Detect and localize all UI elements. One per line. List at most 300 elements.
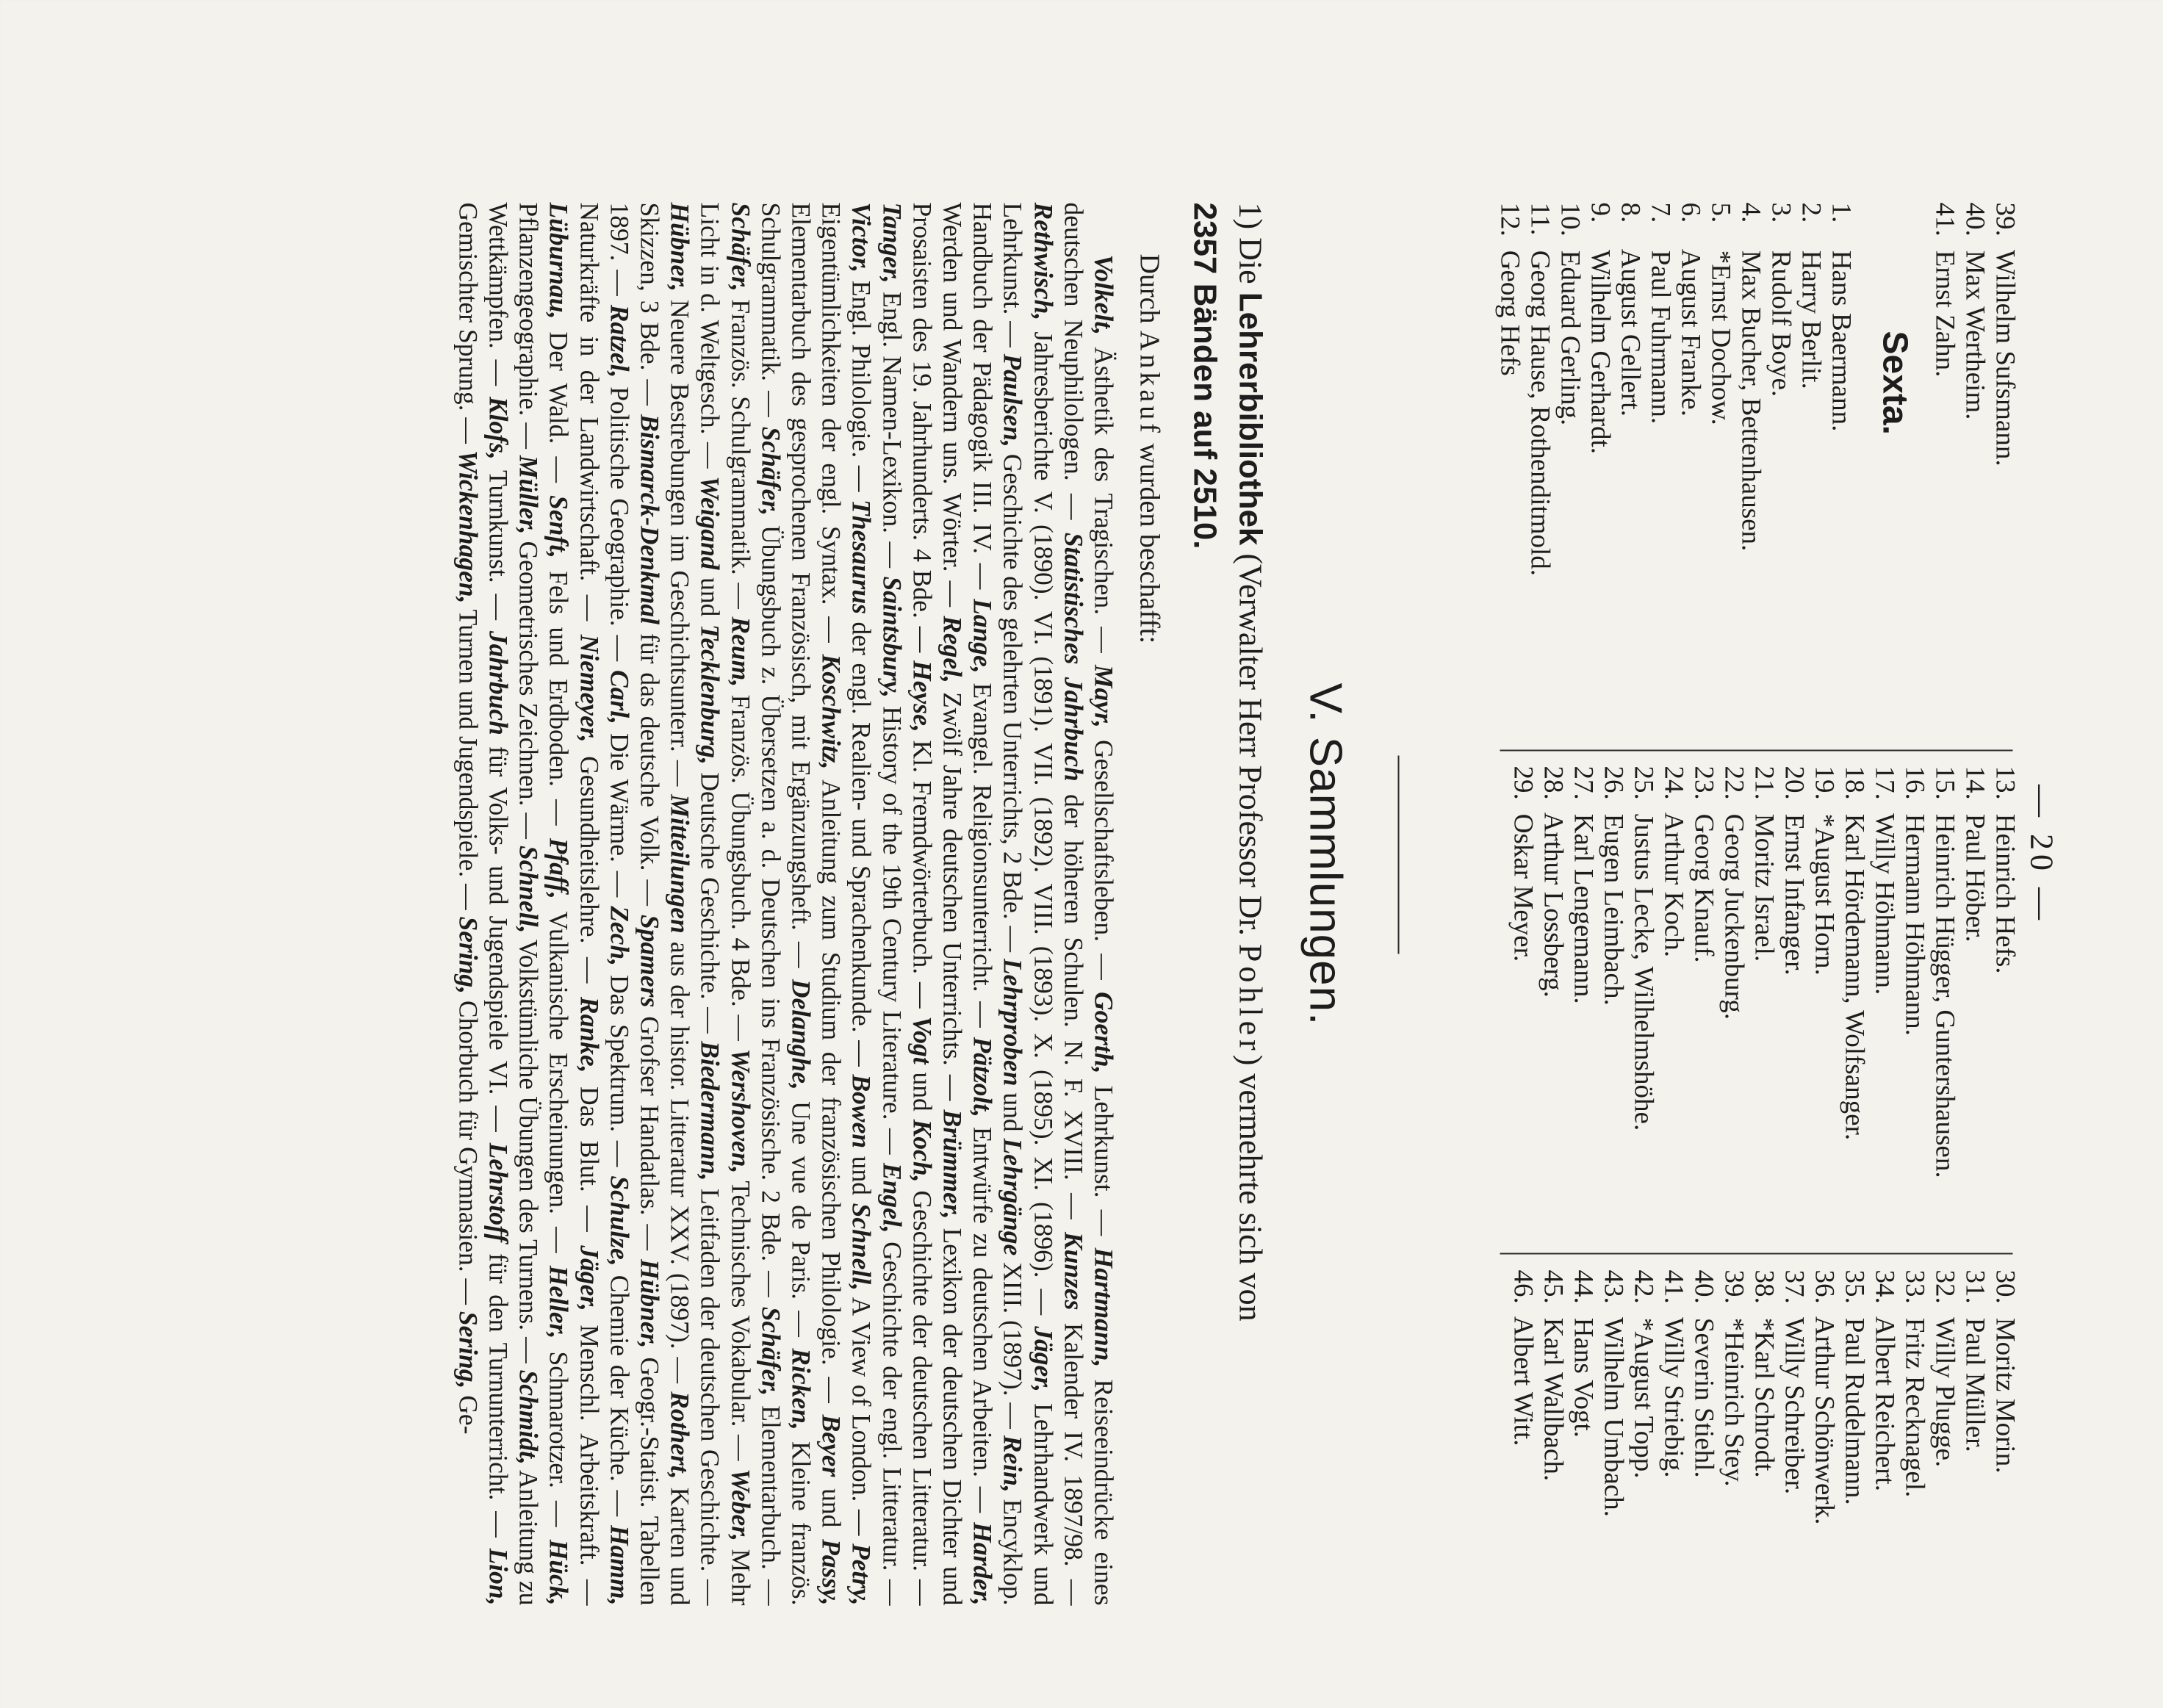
ankauf-line: [1133, 253, 1165, 644]
cited-author-or-title: Passy,: [816, 1538, 846, 1605]
list-item-name: Wilhelm Gerhardt.: [1585, 243, 1615, 454]
list-item-number: 43.: [1598, 1269, 1628, 1304]
body-text-run: und: [846, 1147, 877, 1203]
list-item-number: 34.: [1869, 1269, 1899, 1304]
body-text-run: Reiseeindrücke eines deutschen Neuphilologen. —: [1058, 202, 1118, 1605]
cited-author-or-title: Statistisches Jahrbuch: [1058, 532, 1088, 782]
list-item: [1688, 1269, 1718, 1651]
list-item: [1749, 765, 1779, 1236]
body-text-run: Das Blut. —: [574, 1072, 604, 1245]
body-text-run: und: [816, 1476, 846, 1539]
cited-author-or-title: Lange,: [968, 598, 998, 674]
body-text-run: Schmarotzer. —: [544, 1338, 574, 1540]
body-text-run: Pflanzengeographie. —: [514, 202, 544, 455]
cited-author-or-title: Lehrgänge: [998, 1137, 1028, 1255]
list-item-number: 25.: [1628, 765, 1658, 800]
list-item-number: 1.: [1826, 202, 1856, 223]
list-item: [1494, 202, 1525, 716]
list-item-number: 29.: [1508, 765, 1538, 800]
list-item: [1929, 765, 1959, 1236]
list-item-number: 32.: [1929, 1269, 1959, 1304]
list-item-number: 2.: [1796, 202, 1826, 223]
body-text-run: Werden und Wandern uns. Wörter. —: [937, 202, 967, 616]
body-text-run: Eigentümlichkeiten der engl. Syntax. —: [816, 202, 846, 655]
body-text-run: für das deutsche Volk. —: [634, 624, 664, 915]
cited-author-or-title: Weber,: [725, 1468, 755, 1541]
list-item-number: 36.: [1809, 1269, 1839, 1304]
cited-author-or-title: Sering,: [453, 915, 483, 994]
list-item-number: 35.: [1839, 1269, 1869, 1304]
cited-author-or-title: Lion,: [483, 1548, 513, 1605]
list-item: [1869, 765, 1899, 1236]
cited-author-or-title: Hübner,: [665, 202, 695, 292]
cited-author-or-title: Brümmer,: [937, 1109, 967, 1219]
list-item-number: 41.: [1658, 1269, 1688, 1304]
cited-author-or-title: Wickenhagen,: [453, 450, 483, 603]
cited-author-or-title: Volkelt,: [1089, 254, 1118, 335]
list-item-name: Severin Stiehl.: [1688, 1311, 1718, 1478]
list-item-name: Max Bucher, Bettenhausen.: [1735, 243, 1766, 551]
cited-author-or-title: Engel,: [877, 1162, 907, 1233]
cited-author-or-title: Schäfer,: [755, 426, 785, 516]
list-item: [1809, 1269, 1839, 1651]
body-text-run: und: [695, 569, 725, 624]
list-item-number: 42.: [1628, 1269, 1658, 1304]
body-text-run: der engl. Realien- und Sprachenkunde. —: [846, 613, 877, 1074]
list-item: [1615, 202, 1645, 716]
body-text-run: Geschichte des gelehrten Unterrichts, 2 Bde. —: [998, 447, 1028, 959]
list-item-name: *Ernst Dochow.: [1705, 243, 1735, 425]
body-text-run: Deutsche Geschichte. —: [695, 764, 725, 1041]
list-item-number: 28.: [1538, 765, 1568, 800]
list-item: [1705, 202, 1735, 716]
cited-author-or-title: Tecklenburg,: [695, 624, 725, 765]
list-item: [1839, 765, 1869, 1236]
list-item-name: Georg Knauf.: [1688, 807, 1718, 963]
list-item: [1598, 765, 1628, 1236]
cited-author-or-title: Schnell,: [846, 1203, 877, 1291]
list-item: [1959, 202, 1990, 716]
list-item: [1779, 765, 1809, 1236]
list-item: [1628, 1269, 1658, 1651]
list-item-name: Paul Rudelmann.: [1839, 1311, 1869, 1505]
list-item-name: Albert Witt.: [1508, 1311, 1538, 1446]
list-item: [1718, 765, 1749, 1236]
body-text-run: Encyklop. Handbuch der Pädagogik III. IV. —: [968, 202, 1028, 1606]
cited-author-or-title: Paulsen,: [998, 353, 1028, 447]
list-item: [1959, 1269, 1990, 1651]
body-text-run: Gesundheitslehre. —: [574, 742, 604, 997]
list-item-name: August Franke.: [1675, 243, 1705, 417]
list-item-number: 9.: [1585, 202, 1615, 223]
body-text-run: Lehrhandwerk und Lehrkunst. —: [998, 202, 1058, 1605]
cited-author-or-title: Delanghe,: [785, 979, 816, 1090]
acquisitions-paragraph: [453, 202, 1118, 1605]
body-text-run: Engl. Philologie. —: [846, 272, 877, 500]
cited-author-or-title: Thesaurus: [846, 499, 877, 614]
body-text-run: Anleitung zum Studium der französischen Philologie. —: [816, 768, 846, 1415]
section-rule: [1397, 755, 1399, 954]
cited-author-or-title: Pätzolt,: [968, 1037, 998, 1117]
cited-author-or-title: Mayr,: [1089, 664, 1118, 728]
body-text-run: XIII. (1897). —: [998, 1255, 1028, 1435]
list-item-name: Heinrich Hügger, Guntershausen.: [1929, 807, 1959, 1178]
list-item: [1779, 1269, 1809, 1651]
cited-author-or-title: Bismarck-Denkmal: [634, 414, 664, 624]
body-text-run: Neuere Bestrebungen im Geschichtsunterr. —: [665, 291, 695, 794]
column-divider: [1500, 1253, 2012, 1254]
list-item: [1555, 202, 1585, 716]
list-item-name: Paul Müller.: [1959, 1311, 1990, 1452]
body-text-run: [1089, 202, 1118, 254]
list-item-number: 27.: [1568, 765, 1598, 800]
list-item-name: Moritz Israel.: [1749, 807, 1779, 962]
body-text-run: Turnkunst. —: [483, 459, 513, 631]
list-item-number: 26.: [1598, 765, 1628, 800]
ankauf-prefix: Durch: [1134, 253, 1165, 323]
cited-author-or-title: Schmidt,: [514, 1369, 544, 1465]
list-item-name: Oskar Meyer.: [1508, 807, 1538, 962]
list-item-name: Wilhelm Sufsmann.: [1990, 243, 2020, 466]
body-text-run: Vulkanische Erscheinungen. —: [544, 898, 574, 1266]
list-item-number: 21.: [1749, 765, 1779, 800]
body-text-run: Gemischter Sprung. —: [453, 202, 483, 450]
cited-author-or-title: Zech,: [604, 905, 634, 966]
list-item-name: *August Topp.: [1628, 1311, 1658, 1478]
column-divider: [1500, 749, 2012, 751]
list-item: [1688, 765, 1718, 1236]
cited-author-or-title: Lehrproben: [998, 958, 1028, 1086]
body-text-run: Engl. Namen-Lexikon. —: [877, 283, 907, 577]
list-item-name: Eugen Leimbach.: [1598, 807, 1628, 1006]
cited-author-or-title: Koch,: [907, 1119, 937, 1182]
cited-author-or-title: Carl,: [604, 669, 634, 724]
student-list-middle: [1508, 765, 2020, 1236]
list-item-number: 8.: [1615, 202, 1645, 223]
list-item-number: 37.: [1779, 1269, 1809, 1304]
body-text-run: Turnen und Jugendspiele. —: [453, 602, 483, 916]
body-text-run: History of the 19th Century Literature. —: [877, 697, 907, 1163]
list-item-name: Albert Reichert.: [1869, 1311, 1899, 1491]
body-text-run: Elementarbuch. —: [755, 1395, 785, 1606]
body-text-run: Zwölf Jahre deutschen Unterrichts. —: [937, 682, 967, 1110]
cited-author-or-title: Spamers: [634, 914, 664, 1007]
list-item-number: 33.: [1899, 1269, 1929, 1304]
list-item-number: 12.: [1494, 202, 1525, 237]
page-number: — 20 —: [2023, 784, 2059, 924]
list-item-name: Ernst Zahn.: [1929, 243, 1959, 377]
lehrer-verwalter: (Verwalter Herr Professor Dr.: [1232, 552, 1268, 936]
list-item-name: *August Horn.: [1809, 807, 1839, 976]
body-text-run: Das Spektrum. —: [604, 965, 634, 1175]
body-text-run: und: [998, 1085, 1028, 1138]
body-text-run: für den Turnunterricht. —: [483, 1242, 513, 1549]
cited-author-or-title: Goerth,: [1089, 991, 1118, 1073]
cited-author-or-title: Rothert,: [665, 1391, 695, 1479]
list-item-number: 39.: [1718, 1269, 1749, 1304]
list-item-name: Willy Striebig.: [1658, 1311, 1688, 1478]
body-text-run: Menschl. Arbeitskraft. —: [574, 1311, 604, 1605]
list-item: [1525, 202, 1555, 716]
body-text-run: Übungsbuch z. Übersetzen a. d. Deutschen ins Französische. 2 Bde. —: [755, 515, 785, 1307]
cited-author-or-title: Heyse,: [907, 660, 937, 732]
lehrer-pohler: Pohler: [1232, 943, 1268, 1055]
list-item-name: Wilhelm Umbach.: [1598, 1311, 1628, 1517]
cited-author-or-title: Jäger,: [1028, 1325, 1058, 1392]
cited-author-or-title: Heller,: [544, 1265, 574, 1338]
cited-author-or-title: Rethwisch,: [1028, 202, 1058, 320]
list-item: [1899, 765, 1929, 1236]
body-text-run: Geometrisches Zeichnen. —: [514, 533, 544, 846]
cited-author-or-title: Ricken,: [785, 1347, 816, 1430]
list-item: [1538, 1269, 1568, 1651]
body-text-run: Geschichte der deutschen Litteratur. —: [907, 1182, 937, 1606]
cited-author-or-title: Wershoven,: [725, 1048, 755, 1173]
body-text-run: Entwürfe zu deutschen Arbeiten. —: [968, 1117, 998, 1522]
body-text-run: Mehr Licht in d. Weltgesch. —: [695, 202, 755, 1605]
cited-author-or-title: Jäger,: [574, 1244, 604, 1311]
list-item-number: 40.: [1959, 202, 1990, 237]
sexta-heading: Sexta.: [1875, 331, 1914, 435]
student-list-top: [1929, 202, 2020, 716]
cited-author-or-title: Lehrstoff: [483, 1142, 513, 1242]
list-item-name: Hermann Höhmann.: [1899, 807, 1929, 1036]
list-item-name: Georg Juckenburg.: [1718, 807, 1749, 1020]
body-text-run: Ge-: [453, 1388, 483, 1434]
cited-author-or-title: Koschwitz,: [816, 654, 846, 769]
cited-author-or-title: Reum,: [725, 616, 755, 687]
body-text-run: Elementarbuch des gesprochenen Französisch, mit Ergänzungsheft. —: [785, 202, 816, 979]
body-text-run: der höheren Schulen. N. F. XVIII. —: [1058, 781, 1088, 1232]
body-text-run: Kl. Fremdwörterbuch. —: [907, 732, 937, 1016]
list-item-name: *Karl Schrodt.: [1749, 1311, 1779, 1478]
list-item-name: Paul Fuhrmann.: [1645, 243, 1675, 424]
cited-author-or-title: Vogt: [907, 1015, 937, 1064]
list-item-number: 38.: [1749, 1269, 1779, 1304]
list-item-name: Harry Berlit.: [1796, 243, 1826, 389]
body-text-run: Französ. Schulgrammatik. —: [725, 291, 755, 616]
list-item-number: 31.: [1959, 1269, 1990, 1304]
cited-author-or-title: Biedermann,: [695, 1040, 725, 1181]
list-item: [1766, 202, 1796, 716]
cited-author-or-title: Mitteilungen: [665, 793, 695, 934]
list-item: [1929, 1269, 1959, 1651]
body-text-run: Grofser Handatlas. —: [634, 1006, 664, 1259]
list-item-number: 18.: [1839, 765, 1869, 800]
body-text-run: Naturkräfte in der Landwirtschaft. —: [574, 202, 604, 635]
body-text-run: Fels und Erdboden. —: [544, 558, 574, 838]
cited-author-or-title: Beyer: [816, 1414, 846, 1477]
ankauf-suffix: wurden beschafft:: [1134, 442, 1165, 644]
list-item-name: Willy Plugge.: [1929, 1311, 1959, 1467]
list-item-number: 10.: [1555, 202, 1585, 237]
list-item-number: 41.: [1929, 202, 1959, 237]
list-item-name: Ernst Infanger.: [1779, 807, 1809, 976]
list-item-number: 3.: [1766, 202, 1796, 223]
list-item: [1749, 1269, 1779, 1651]
list-item-name: Georg Hefs: [1494, 243, 1525, 376]
list-item: [1658, 765, 1688, 1236]
cited-author-or-title: Hück,: [544, 1539, 574, 1605]
body-text-run: Evangel. Religionsunterricht. —: [968, 673, 998, 1037]
cited-author-or-title: Niemeyer,: [574, 634, 604, 743]
body-text-run: und: [907, 1064, 937, 1120]
body-text-run: Politische Geographie. —: [604, 377, 634, 670]
body-text-run: Chemie der Küche. —: [604, 1266, 634, 1525]
list-item: [1508, 1269, 1538, 1651]
cited-author-or-title: Harder,: [968, 1521, 998, 1605]
list-item-number: 7.: [1645, 202, 1675, 223]
body-text-run: Une vue de Paris. —: [785, 1089, 816, 1348]
lehrer-count-line: 2357 Bänden auf 2510.: [1187, 202, 1223, 549]
body-text-run: Gesellschaftsleben. —: [1089, 727, 1118, 992]
body-text-run: Kalender IV. 1897/98. —: [1058, 1310, 1088, 1605]
body-text-run: Lehrkunst. —: [1089, 1073, 1118, 1247]
list-item: [1645, 202, 1675, 716]
list-item-name: Willy Schreiber.: [1779, 1311, 1809, 1494]
cited-author-or-title: Tanger,: [877, 202, 907, 284]
body-text-run: Französ. Übungsbuch. 4 Bde. —: [725, 686, 755, 1048]
list-item-name: *Heinrich Stey.: [1718, 1311, 1749, 1487]
list-item: [1990, 202, 2020, 716]
list-item: [1628, 765, 1658, 1236]
list-item-number: 6.: [1675, 202, 1705, 223]
cited-author-or-title: Hübner,: [634, 1258, 664, 1348]
body-text-run: Die Wärme. —: [604, 724, 634, 906]
cited-author-or-title: Bowen: [846, 1073, 877, 1148]
list-item-number: 15.: [1929, 765, 1959, 800]
body-text-run: Ästhetik des Tragischen. —: [1089, 334, 1118, 665]
cited-author-or-title: Hamm,: [604, 1524, 634, 1606]
body-text-run: Anleitung zu Wettkämpfen. —: [483, 202, 544, 1606]
list-item-number: 39.: [1990, 202, 2020, 237]
list-item-number: 13.: [1990, 765, 2020, 800]
lehrer-number: 1) Die: [1232, 202, 1268, 284]
list-item-name: Justus Lecke, Wilhelmshöhe.: [1628, 807, 1658, 1131]
cited-author-or-title: Petry,: [846, 1543, 877, 1606]
list-item-number: 5.: [1705, 202, 1735, 223]
ankauf-spaced: Ankauf: [1134, 330, 1165, 436]
list-item: [1796, 202, 1826, 716]
lehrer-verwalter-end: ) vermehrte sich von: [1232, 1054, 1268, 1322]
list-item: [1735, 202, 1766, 716]
list-item-name: Rudolf Boye.: [1766, 243, 1796, 397]
body-text-run: Volkstümliche Übungen des Turnens. —: [514, 932, 544, 1370]
cited-author-or-title: Müller,: [514, 455, 544, 534]
list-item: [1990, 1269, 2020, 1651]
list-item-name: Arthur Lossberg.: [1538, 807, 1568, 998]
list-item-number: 45.: [1538, 1269, 1568, 1304]
body-text-run: für Volks- und Jugendspiele VI. —: [483, 735, 513, 1143]
cited-author-or-title: Victor,: [846, 202, 877, 273]
body-text-run: Geogr.-Statist. Tabellen 1897. —: [604, 202, 664, 1605]
list-item: [1899, 1269, 1929, 1651]
list-item: [1990, 765, 2020, 1236]
list-item: [1839, 1269, 1869, 1651]
list-item: [1929, 202, 1959, 716]
list-item: [1675, 202, 1705, 716]
cited-author-or-title: Schnell,: [514, 845, 544, 933]
body-text-run: Leitfaden der deutschen Geschichte. —: [695, 1181, 725, 1606]
sexta-student-list: [1494, 202, 1856, 716]
body-text-run: Technisches Vokabular. —: [725, 1172, 755, 1469]
list-item-name: Georg Hause, Rothenditmold.: [1525, 243, 1555, 576]
list-item-number: 17.: [1869, 765, 1899, 800]
list-item-name: Arthur Schönwerk.: [1809, 1311, 1839, 1524]
list-item-name: Arthur Koch.: [1658, 807, 1688, 957]
list-item: [1809, 765, 1839, 1236]
body-text-run: Der Wald. —: [544, 318, 574, 495]
lehrer-title: Lehrerbibliothek: [1232, 292, 1268, 545]
cited-author-or-title: Ranke,: [574, 996, 604, 1073]
cited-author-or-title: Jahrbuch: [483, 630, 513, 735]
list-item-name: Fritz Recknagel.: [1899, 1311, 1929, 1497]
list-item-name: Karl Wallbach.: [1538, 1311, 1568, 1481]
list-item-number: 16.: [1899, 765, 1929, 800]
list-item-number: 46.: [1508, 1269, 1538, 1304]
list-item: [1568, 765, 1598, 1236]
cited-author-or-title: Regel,: [937, 615, 967, 683]
cited-author-or-title: Lüburnau,: [544, 202, 574, 319]
list-item-number: 44.: [1568, 1269, 1598, 1304]
list-item: [1826, 202, 1856, 716]
list-item-name: Eduard Gerling.: [1555, 243, 1585, 425]
list-item-name: Willy Höhmann.: [1869, 807, 1899, 995]
list-item: [1585, 202, 1615, 716]
body-text-run: Chorbuch für Gymnasien. —: [453, 993, 483, 1311]
list-item-number: 22.: [1718, 765, 1749, 800]
list-item-number: 4.: [1735, 202, 1766, 223]
cited-author-or-title: Schäfer,: [755, 1306, 785, 1396]
cited-author-or-title: Rein,: [998, 1435, 1028, 1493]
list-item-number: 24.: [1658, 765, 1688, 800]
cited-author-or-title: Hartmann,: [1089, 1247, 1118, 1367]
list-item-number: 30.: [1990, 1269, 2020, 1304]
cited-author-or-title: Weigand: [695, 475, 725, 570]
body-text-run: Geschichte der engl. Litteratur. —: [877, 1233, 907, 1605]
list-item-name: Karl Lengemann.: [1568, 807, 1598, 1004]
cited-author-or-title: Kunzes: [1058, 1231, 1088, 1310]
cited-author-or-title: Klofs,: [483, 396, 513, 460]
list-item: [1718, 1269, 1749, 1651]
section-title: V. Sammlungen.: [1300, 682, 1350, 1026]
list-item: [1568, 1269, 1598, 1651]
list-item-number: 40.: [1688, 1269, 1718, 1304]
cited-author-or-title: Schäfer,: [725, 202, 755, 292]
body-text-run: Kleine französ. Schulgrammatik. —: [755, 202, 816, 1605]
cited-author-or-title: Schulze,: [604, 1175, 634, 1266]
list-item-name: Karl Hördemann, Wolfsanger.: [1839, 807, 1869, 1140]
list-item-number: 19.: [1809, 765, 1839, 800]
list-item-number: 23.: [1688, 765, 1718, 800]
cited-author-or-title: Sering,: [453, 1311, 483, 1388]
body-text-run: Lexikon der deutschen Dichter und Prosaisten des 19. Jahrhunderts. 4 Bde. —: [907, 202, 967, 1605]
lehrerbibliothek-heading: [1181, 202, 1273, 1605]
list-item-number: 14.: [1959, 765, 1990, 800]
list-item-number: 20.: [1779, 765, 1809, 800]
list-item-name: Max Wertheim.: [1959, 243, 1990, 419]
body-text-run: A View of London. —: [846, 1290, 877, 1543]
cited-author-or-title: Senft,: [544, 494, 574, 558]
list-item-name: August Gellert.: [1615, 243, 1645, 417]
list-item-name: Moritz Morin.: [1990, 1311, 2020, 1473]
student-list-right: [1508, 1269, 2020, 1651]
body-text-run: Karten und Skizzen, 3 Bde. —: [634, 202, 695, 1605]
cited-author-or-title: Saintsbury,: [877, 576, 907, 698]
list-item: [1869, 1269, 1899, 1651]
list-item: [1658, 1269, 1688, 1651]
body-text-run: Jahresberichte V. (1890). VI. (1891). VII. (1892). VIII. (1893). X. (1895). XI. (1896). —: [1028, 320, 1058, 1326]
